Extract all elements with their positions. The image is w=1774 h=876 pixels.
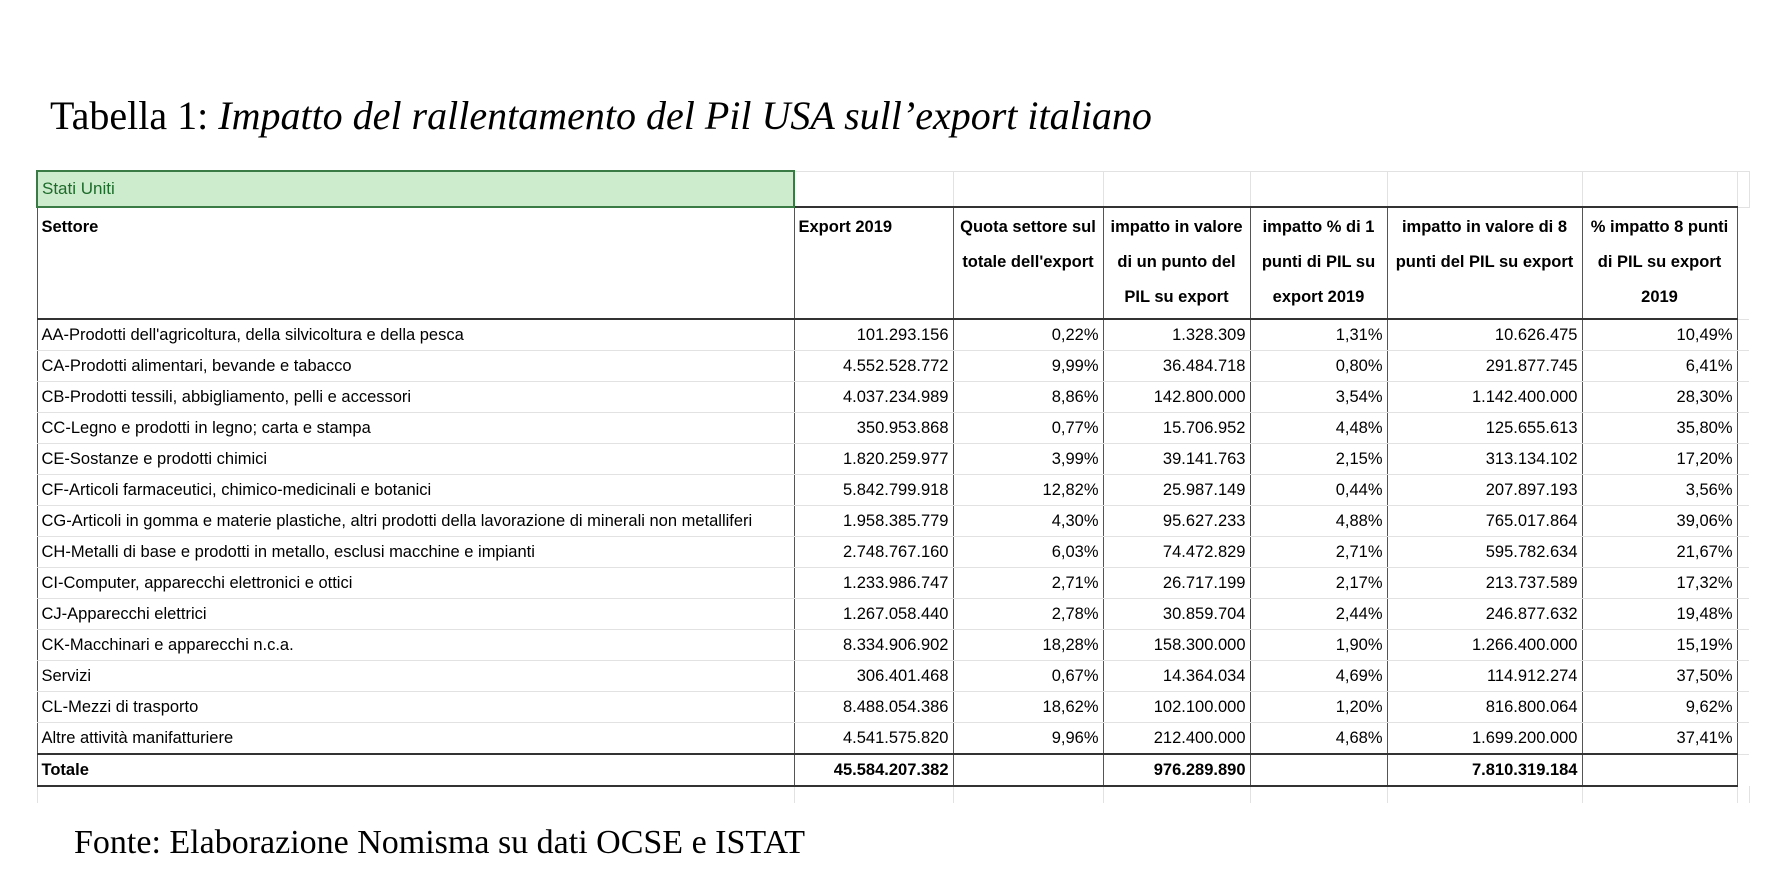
empty-cell[interactable] [1737,319,1749,351]
export-cell[interactable]: 101.293.156 [794,319,953,351]
sector-cell[interactable]: Altre attività manifatturiere [37,723,794,755]
empty-cell[interactable] [1737,754,1749,786]
impatto-valore-1-cell[interactable]: 14.364.034 [1103,661,1250,692]
quota-cell[interactable]: 18,28% [953,630,1103,661]
quota-cell[interactable]: 4,30% [953,506,1103,537]
table-row [37,413,1749,444]
impatto-perc-8-cell[interactable]: 15,19% [1582,630,1737,661]
impatto-valore-8-cell[interactable]: 125.655.613 [1387,413,1582,444]
table-row [37,599,1749,630]
sector-cell[interactable]: CK-Macchinari e apparecchi n.c.a. [37,630,794,661]
impatto-perc-1-cell[interactable]: 1,20% [1250,692,1387,723]
impatto-perc-1-cell[interactable]: 2,15% [1250,444,1387,475]
impatto-perc-8-cell[interactable]: 21,67% [1582,537,1737,568]
sector-cell[interactable]: CC-Legno e prodotti in legno; carta e stampa [37,413,794,444]
impatto-perc-1-cell[interactable]: 0,80% [1250,351,1387,382]
blank-row [37,786,1749,803]
header-row [37,207,1749,319]
impatto-valore-8-cell[interactable]: 1.142.400.000 [1387,382,1582,413]
impatto-perc-1-cell[interactable]: 3,54% [1250,382,1387,413]
quota-cell[interactable]: 9,99% [953,351,1103,382]
sector-cell[interactable]: CJ-Apparecchi elettrici [37,599,794,630]
export-cell[interactable]: 4.552.528.772 [794,351,953,382]
empty-cell[interactable] [1250,171,1387,207]
impatto-valore-1-cell[interactable]: 142.800.000 [1103,382,1250,413]
impatto-valore-8-cell[interactable]: 10.626.475 [1387,319,1582,351]
sector-cell[interactable]: CH-Metalli di base e prodotti in metallo, esclusi macchine e impianti [37,537,794,568]
impatto-valore-8-cell[interactable]: 291.877.745 [1387,351,1582,382]
table-row [37,506,1749,537]
impatto-valore-1-cell[interactable]: 1.328.309 [1103,319,1250,351]
empty-cell[interactable] [37,786,794,803]
impatto-valore-8-cell[interactable]: 213.737.589 [1387,568,1582,599]
empty-cell[interactable] [1737,661,1749,692]
table-row [37,475,1749,506]
impatto-valore-1-cell[interactable]: 74.472.829 [1103,537,1250,568]
quota-cell[interactable]: 2,78% [953,599,1103,630]
impatto-valore-1-cell[interactable]: 36.484.718 [1103,351,1250,382]
empty-cell[interactable] [1737,599,1749,630]
export-cell[interactable]: 5.842.799.918 [794,475,953,506]
export-cell[interactable]: 4.541.575.820 [794,723,953,755]
impatto-perc-8-cell[interactable]: 28,30% [1582,382,1737,413]
header-impatto-valore-1[interactable]: impatto in valore di un punto del PIL su export [1103,207,1250,319]
total-quota[interactable] [953,754,1103,786]
impatto-perc-1-cell[interactable]: 4,68% [1250,723,1387,755]
impatto-perc-8-cell[interactable]: 37,50% [1582,661,1737,692]
empty-cell[interactable] [1737,475,1749,506]
impatto-valore-8-cell[interactable]: 114.912.274 [1387,661,1582,692]
impatto-valore-8-cell[interactable]: 816.800.064 [1387,692,1582,723]
total-row [37,754,1749,786]
quota-cell[interactable]: 0,67% [953,661,1103,692]
table-row [37,319,1749,351]
source-note: Fonte: Elaborazione Nomisma su dati OCSE e ISTAT [74,824,805,861]
export-cell[interactable]: 1.958.385.779 [794,506,953,537]
quota-cell[interactable]: 0,77% [953,413,1103,444]
table-title [50,92,1152,139]
empty-cell[interactable] [1737,171,1749,207]
export-cell[interactable]: 4.037.234.989 [794,382,953,413]
impatto-perc-8-cell[interactable]: 10,49% [1582,319,1737,351]
sector-cell[interactable]: Servizi [37,661,794,692]
sector-cell[interactable]: CF-Articoli farmaceutici, chimico-medicinali e botanici [37,475,794,506]
impatto-perc-1-cell[interactable]: 1,90% [1250,630,1387,661]
export-cell[interactable]: 1.233.986.747 [794,568,953,599]
impatto-valore-1-cell[interactable]: 95.627.233 [1103,506,1250,537]
empty-cell[interactable] [1737,444,1749,475]
empty-cell[interactable] [1737,382,1749,413]
title-italic: Impatto del rallentamento del Pil USA sull’export italiano [218,93,1152,138]
header-quota[interactable]: Quota settore sul totale dell'export [953,207,1103,319]
impatto-perc-8-cell[interactable]: 35,80% [1582,413,1737,444]
impatto-perc-1-cell[interactable]: 4,48% [1250,413,1387,444]
impatto-valore-8-cell[interactable]: 595.782.634 [1387,537,1582,568]
region-cell[interactable]: Stati Uniti [37,171,794,207]
quota-cell[interactable]: 0,22% [953,319,1103,351]
impatto-perc-8-cell[interactable]: 6,41% [1582,351,1737,382]
impatto-perc-1-cell[interactable]: 4,69% [1250,661,1387,692]
empty-cell[interactable] [1737,786,1749,803]
header-impatto-perc-1[interactable]: impatto % di 1 punti di PIL su export 2019 [1250,207,1387,319]
empty-cell[interactable] [1737,351,1749,382]
impatto-valore-8-cell[interactable]: 246.877.632 [1387,599,1582,630]
impatto-perc-1-cell[interactable]: 2,17% [1250,568,1387,599]
header-impatto-valore-8[interactable]: impatto in valore di 8 punti del PIL su export [1387,207,1582,319]
impatto-perc-8-cell[interactable]: 37,41% [1582,723,1737,755]
export-cell[interactable]: 8.334.906.902 [794,630,953,661]
table-row [37,692,1749,723]
quota-cell[interactable]: 6,03% [953,537,1103,568]
empty-cell[interactable] [1387,786,1582,803]
empty-cell[interactable] [1582,786,1737,803]
impatto-perc-1-cell[interactable]: 0,44% [1250,475,1387,506]
sector-cell[interactable]: CA-Prodotti alimentari, bevande e tabacco [37,351,794,382]
impatto-valore-8-cell[interactable]: 313.134.102 [1387,444,1582,475]
table-row [37,568,1749,599]
table-row [37,661,1749,692]
impatto-valore-1-cell[interactable]: 30.859.704 [1103,599,1250,630]
title-prefix: Tabella 1: [50,93,219,138]
export-cell[interactable]: 350.953.868 [794,413,953,444]
empty-cell[interactable] [1737,692,1749,723]
empty-cell[interactable] [1103,171,1250,207]
impatto-valore-1-cell[interactable]: 15.706.952 [1103,413,1250,444]
export-cell[interactable]: 1.820.259.977 [794,444,953,475]
table-row [37,351,1749,382]
impatto-valore-1-cell[interactable]: 158.300.000 [1103,630,1250,661]
export-cell[interactable]: 8.488.054.386 [794,692,953,723]
header-export-2019[interactable]: Export 2019 [794,207,953,319]
impatto-valore-1-cell[interactable]: 102.100.000 [1103,692,1250,723]
empty-cell[interactable] [1387,171,1582,207]
table-row [37,723,1749,755]
impatto-valore-1-cell[interactable]: 212.400.000 [1103,723,1250,755]
quota-cell[interactable]: 18,62% [953,692,1103,723]
total-impatto-perc-8[interactable] [1582,754,1737,786]
impatto-perc-1-cell[interactable]: 2,44% [1250,599,1387,630]
empty-cell[interactable] [1737,506,1749,537]
export-cell[interactable]: 2.748.767.160 [794,537,953,568]
quota-cell[interactable]: 3,99% [953,444,1103,475]
header-settore[interactable]: Settore [37,207,794,319]
empty-cell[interactable] [1737,207,1749,319]
table-body [37,319,1749,754]
empty-cell[interactable] [794,786,953,803]
sector-cell[interactable]: CE-Sostanze e prodotti chimici [37,444,794,475]
quota-cell[interactable]: 8,86% [953,382,1103,413]
region-row [37,171,1749,207]
impatto-perc-8-cell[interactable]: 19,48% [1582,599,1737,630]
table-row [37,537,1749,568]
impatto-perc-1-cell[interactable]: 4,88% [1250,506,1387,537]
total-label[interactable]: Totale [37,754,794,786]
empty-cell[interactable] [1103,786,1250,803]
empty-cell[interactable] [794,171,953,207]
impatto-perc-8-cell[interactable]: 3,56% [1582,475,1737,506]
impatto-perc-8-cell[interactable]: 17,20% [1582,444,1737,475]
table-row [37,382,1749,413]
impatto-perc-8-cell[interactable]: 17,32% [1582,568,1737,599]
data-table [36,170,1750,803]
sector-cell[interactable]: AA-Prodotti dell'agricoltura, della silvicoltura e della pesca [37,319,794,351]
empty-cell[interactable] [1737,723,1749,755]
impatto-valore-8-cell[interactable]: 207.897.193 [1387,475,1582,506]
impatto-perc-8-cell[interactable]: 39,06% [1582,506,1737,537]
sector-cell[interactable]: CL-Mezzi di trasporto [37,692,794,723]
table-row [37,630,1749,661]
empty-cell[interactable] [1737,630,1749,661]
spreadsheet [36,170,1748,790]
quota-cell[interactable]: 9,96% [953,723,1103,755]
total-impatto-valore-8[interactable]: 7.810.319.184 [1387,754,1582,786]
total-impatto-valore-1[interactable]: 976.289.890 [1103,754,1250,786]
quota-cell[interactable]: 2,71% [953,568,1103,599]
impatto-perc-1-cell[interactable]: 2,71% [1250,537,1387,568]
impatto-valore-8-cell[interactable]: 1.699.200.000 [1387,723,1582,755]
empty-cell[interactable] [1737,568,1749,599]
impatto-perc-8-cell[interactable]: 9,62% [1582,692,1737,723]
table-row [37,444,1749,475]
impatto-valore-1-cell[interactable]: 26.717.199 [1103,568,1250,599]
total-impatto-perc-1[interactable] [1250,754,1387,786]
sector-cell[interactable]: CI-Computer, apparecchi elettronici e ottici [37,568,794,599]
sector-cell[interactable]: CB-Prodotti tessili, abbigliamento, pelli e accessori [37,382,794,413]
total-export[interactable]: 45.584.207.382 [794,754,953,786]
impatto-valore-1-cell[interactable]: 39.141.763 [1103,444,1250,475]
export-cell[interactable]: 306.401.468 [794,661,953,692]
impatto-valore-8-cell[interactable]: 1.266.400.000 [1387,630,1582,661]
export-cell[interactable]: 1.267.058.440 [794,599,953,630]
header-impatto-perc-8[interactable]: % impatto 8 punti di PIL su export 2019 [1582,207,1737,319]
empty-cell[interactable] [1737,537,1749,568]
impatto-perc-1-cell[interactable]: 1,31% [1250,319,1387,351]
empty-cell[interactable] [1250,786,1387,803]
empty-cell[interactable] [953,171,1103,207]
empty-cell[interactable] [1582,171,1737,207]
quota-cell[interactable]: 12,82% [953,475,1103,506]
impatto-valore-8-cell[interactable]: 765.017.864 [1387,506,1582,537]
impatto-valore-1-cell[interactable]: 25.987.149 [1103,475,1250,506]
sector-cell[interactable]: CG-Articoli in gomma e materie plastiche, altri prodotti della lavorazione di minerali non metalliferi [37,506,794,537]
empty-cell[interactable] [953,786,1103,803]
empty-cell[interactable] [1737,413,1749,444]
